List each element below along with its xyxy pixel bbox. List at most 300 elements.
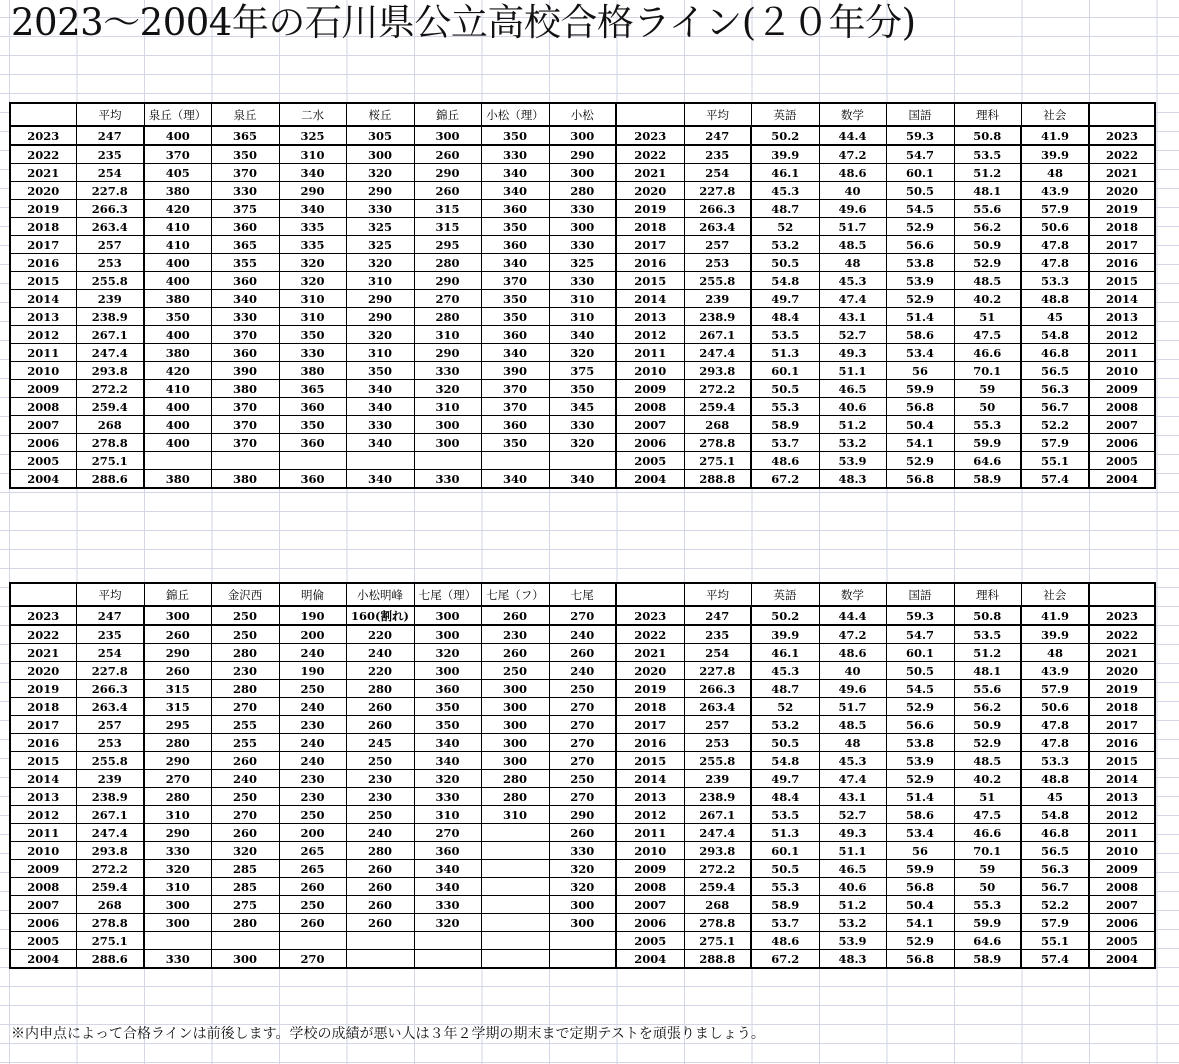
score-cell: 350	[279, 416, 346, 434]
score-cell: 56.5	[1021, 842, 1089, 860]
score-cell: 255	[211, 734, 279, 752]
score-cell: 245	[346, 734, 414, 752]
score-cell: 56.3	[1021, 860, 1089, 878]
table-row	[10, 200, 1155, 218]
page-title: 2023〜2004年の石川県公立高校合格ライン(２０年分)	[11, 1, 916, 44]
score-cell: 48.7	[751, 680, 819, 698]
score-cell: 53.2	[819, 434, 886, 452]
score-cell: 53.7	[751, 914, 819, 932]
table-row	[10, 380, 1155, 398]
score-cell: 43.9	[1021, 662, 1089, 680]
score-cell: 56.2	[954, 218, 1021, 236]
score-cell: 340	[414, 878, 481, 896]
year-cell: 2008	[1089, 878, 1155, 896]
year-cell: 2004	[10, 950, 76, 969]
score-cell: 51.3	[751, 344, 819, 362]
score-cell: 330	[414, 788, 481, 806]
score-cell: 39.9	[751, 145, 819, 164]
score-cell: 350	[481, 126, 549, 145]
score-cell: 44.4	[819, 126, 886, 145]
table-row	[10, 716, 1155, 734]
score-cell: 45.3	[751, 662, 819, 680]
score-cell: 49.3	[819, 824, 886, 842]
score-cell: 300	[549, 914, 616, 932]
score-cell: 330	[414, 896, 481, 914]
score-cell: 53.5	[751, 806, 819, 824]
year-cell: 2013	[10, 308, 76, 326]
year-cell: 2013	[10, 788, 76, 806]
year-cell: 2007	[1089, 896, 1155, 914]
year-cell: 2013	[616, 788, 684, 806]
year-cell: 2008	[10, 398, 76, 416]
score-cell: 60.1	[751, 362, 819, 380]
score-cell: 255.8	[684, 752, 751, 770]
score-cell: 250	[346, 806, 414, 824]
score-cell: 310	[549, 308, 616, 326]
score-cell: 272.2	[76, 860, 144, 878]
score-cell: 55.1	[1021, 932, 1089, 950]
score-cell: 293.8	[684, 842, 751, 860]
score-cell: 370	[481, 272, 549, 290]
score-cell: 48.4	[751, 788, 819, 806]
score-cell: 300	[481, 734, 549, 752]
column-header: 理科	[954, 583, 1021, 606]
score-cell: 280	[211, 644, 279, 662]
score-cell: 49.7	[751, 290, 819, 308]
score-cell: 49.3	[819, 344, 886, 362]
score-cell: 370	[211, 434, 279, 452]
score-cell: 235	[76, 625, 144, 644]
score-cell: 53.3	[1021, 752, 1089, 770]
year-cell: 2012	[616, 806, 684, 824]
score-cell: 54.7	[886, 625, 954, 644]
score-cell: 50.2	[751, 126, 819, 145]
table-row	[10, 606, 1155, 625]
score-cell: 310	[279, 290, 346, 308]
score-cell: 51.2	[954, 644, 1021, 662]
score-cell: 53.7	[751, 434, 819, 452]
score-cell: 310	[414, 398, 481, 416]
score-cell: 59	[954, 860, 1021, 878]
score-cell: 48.8	[1021, 290, 1089, 308]
score-cell: 360	[211, 218, 279, 236]
score-cell: 260	[211, 752, 279, 770]
score-cell: 340	[414, 860, 481, 878]
score-cell: 340	[279, 200, 346, 218]
score-cell: 51	[954, 308, 1021, 326]
score-cell: 375	[549, 362, 616, 380]
column-header	[1089, 583, 1155, 606]
score-cell: 57.9	[1021, 914, 1089, 932]
score-cell: 60.1	[751, 842, 819, 860]
score-cell: 54.5	[886, 200, 954, 218]
score-cell: 290	[414, 272, 481, 290]
score-cell: 260	[549, 644, 616, 662]
score-cell: 310	[279, 145, 346, 164]
score-cell: 235	[684, 625, 751, 644]
score-cell: 360	[481, 200, 549, 218]
year-cell: 2021	[10, 164, 76, 182]
score-cell: 48.4	[751, 308, 819, 326]
year-cell: 2022	[10, 625, 76, 644]
score-cell: 270	[211, 698, 279, 716]
score-cell: 53.5	[954, 625, 1021, 644]
header-row	[10, 583, 1155, 606]
score-cell: 350	[481, 290, 549, 308]
score-cell: 340	[481, 470, 549, 489]
score-cell: 266.3	[76, 680, 144, 698]
score-cell: 250	[279, 680, 346, 698]
column-header: 英語	[751, 103, 819, 126]
score-cell: 300	[144, 896, 211, 914]
table-row	[10, 770, 1155, 788]
year-cell: 2020	[616, 182, 684, 200]
year-cell: 2007	[616, 416, 684, 434]
score-cell	[144, 452, 211, 470]
score-cell: 200	[279, 824, 346, 842]
score-cell: 70.1	[954, 362, 1021, 380]
score-cell: 290	[144, 752, 211, 770]
score-cell: 56.5	[1021, 362, 1089, 380]
score-cell: 260	[279, 914, 346, 932]
score-cell: 230	[346, 770, 414, 788]
score-cell: 52	[751, 218, 819, 236]
score-cell: 320	[346, 254, 414, 272]
score-cell: 47.2	[819, 145, 886, 164]
score-cell: 310	[144, 878, 211, 896]
score-cell: 330	[414, 362, 481, 380]
score-cell: 320	[144, 860, 211, 878]
score-cell	[481, 914, 549, 932]
header-row	[10, 103, 1155, 126]
column-header: 小松明峰	[346, 583, 414, 606]
score-cell: 50.8	[954, 126, 1021, 145]
score-cell: 49.6	[819, 200, 886, 218]
table-row	[10, 398, 1155, 416]
score-cell: 330	[549, 842, 616, 860]
score-cell: 48	[1021, 644, 1089, 662]
year-cell: 2006	[1089, 914, 1155, 932]
score-cell: 315	[144, 698, 211, 716]
score-cell: 253	[76, 734, 144, 752]
score-cell: 240	[279, 644, 346, 662]
score-cell: 54.5	[886, 680, 954, 698]
score-cell: 45.3	[819, 752, 886, 770]
score-cell: 48.3	[819, 470, 886, 489]
year-cell: 2010	[616, 842, 684, 860]
score-cell: 360	[414, 680, 481, 698]
score-cell: 230	[346, 788, 414, 806]
score-cell: 290	[346, 182, 414, 200]
score-cell: 360	[481, 326, 549, 344]
score-cell: 58.9	[954, 950, 1021, 969]
score-cell: 350	[481, 308, 549, 326]
score-cell: 305	[346, 126, 414, 145]
year-cell: 2009	[10, 380, 76, 398]
score-cell: 260	[346, 698, 414, 716]
score-cell: 50.4	[886, 896, 954, 914]
score-cell: 270	[549, 606, 616, 625]
year-cell: 2019	[1089, 200, 1155, 218]
score-cell: 54.7	[886, 145, 954, 164]
score-cell: 48.5	[954, 752, 1021, 770]
score-cell	[346, 932, 414, 950]
year-cell: 2008	[10, 878, 76, 896]
score-cell: 52.9	[886, 698, 954, 716]
score-cell: 48.1	[954, 662, 1021, 680]
score-cell: 56	[886, 362, 954, 380]
year-cell: 2016	[10, 254, 76, 272]
score-cell: 47.8	[1021, 716, 1089, 734]
score-cell: 52.9	[886, 452, 954, 470]
score-cell: 280	[211, 680, 279, 698]
score-cell: 50	[954, 878, 1021, 896]
score-cell: 320	[414, 914, 481, 932]
score-cell: 250	[279, 896, 346, 914]
score-cell: 47.8	[1021, 236, 1089, 254]
score-cell: 51.4	[886, 788, 954, 806]
year-cell: 2018	[1089, 698, 1155, 716]
score-cell: 53.9	[819, 932, 886, 950]
score-cell: 238.9	[684, 788, 751, 806]
score-cell: 250	[549, 770, 616, 788]
year-cell: 2012	[616, 326, 684, 344]
year-cell: 2004	[10, 470, 76, 489]
score-cell: 290	[144, 824, 211, 842]
score-cell: 54.8	[751, 272, 819, 290]
column-header: 小松（理）	[481, 103, 549, 126]
column-header: 明倫	[279, 583, 346, 606]
table-row	[10, 914, 1155, 932]
score-cell: 50.5	[751, 734, 819, 752]
score-cell: 56.8	[886, 470, 954, 489]
score-cell	[414, 950, 481, 969]
column-header: 理科	[954, 103, 1021, 126]
column-header: 七尾	[549, 583, 616, 606]
score-cell: 52	[751, 698, 819, 716]
year-cell: 2020	[616, 662, 684, 680]
score-cell: 300	[414, 625, 481, 644]
score-cell: 55.3	[751, 878, 819, 896]
score-cell: 315	[414, 218, 481, 236]
year-cell: 2016	[1089, 734, 1155, 752]
year-cell: 2017	[1089, 716, 1155, 734]
year-cell: 2005	[616, 452, 684, 470]
score-cell: 290	[346, 290, 414, 308]
score-cell: 58.6	[886, 326, 954, 344]
column-header: 国語	[886, 103, 954, 126]
score-cell: 380	[144, 470, 211, 489]
score-cell: 50.9	[954, 716, 1021, 734]
column-header: 平均	[684, 583, 751, 606]
year-cell: 2018	[1089, 218, 1155, 236]
score-cell: 41.9	[1021, 126, 1089, 145]
table-row	[10, 662, 1155, 680]
score-cell: 270	[144, 770, 211, 788]
year-cell: 2008	[1089, 398, 1155, 416]
score-cell: 320	[346, 326, 414, 344]
score-cell: 50.4	[886, 416, 954, 434]
year-cell: 2007	[616, 896, 684, 914]
score-cell: 340	[346, 398, 414, 416]
column-header: 錦丘	[414, 103, 481, 126]
year-cell: 2017	[616, 236, 684, 254]
score-cell: 48.3	[819, 950, 886, 969]
score-cell: 300	[549, 896, 616, 914]
column-header: 平均	[76, 103, 144, 126]
score-cell: 420	[144, 200, 211, 218]
score-cell: 51.2	[819, 416, 886, 434]
score-cell: 56.7	[1021, 398, 1089, 416]
score-cell: 410	[144, 218, 211, 236]
score-cell: 47.5	[954, 806, 1021, 824]
score-cell: 320	[279, 254, 346, 272]
score-cell: 310	[481, 806, 549, 824]
score-cell: 330	[549, 200, 616, 218]
score-cell: 315	[414, 200, 481, 218]
score-cell: 325	[279, 126, 346, 145]
year-cell: 2018	[10, 218, 76, 236]
score-cell: 52.9	[954, 254, 1021, 272]
score-cell: 350	[481, 218, 549, 236]
score-cell: 270	[549, 788, 616, 806]
score-cell: 330	[279, 344, 346, 362]
score-cell: 67.2	[751, 470, 819, 489]
score-cell: 320	[414, 644, 481, 662]
score-cell: 280	[414, 308, 481, 326]
score-cell: 50.8	[954, 606, 1021, 625]
score-cell: 230	[211, 662, 279, 680]
table-row	[10, 344, 1155, 362]
score-cell: 47.4	[819, 290, 886, 308]
score-cell: 49.6	[819, 680, 886, 698]
score-cell: 54.1	[886, 434, 954, 452]
score-cell: 240	[346, 644, 414, 662]
year-cell: 2004	[1089, 470, 1155, 489]
score-cell: 270	[549, 752, 616, 770]
score-cell: 52.2	[1021, 416, 1089, 434]
score-cell: 250	[549, 680, 616, 698]
score-cell: 46.6	[954, 344, 1021, 362]
year-cell: 2005	[1089, 932, 1155, 950]
score-cell	[481, 842, 549, 860]
score-cell: 51.1	[819, 842, 886, 860]
year-cell: 2015	[616, 752, 684, 770]
score-cell: 288.6	[76, 950, 144, 969]
score-cell: 239	[76, 770, 144, 788]
year-cell: 2007	[1089, 416, 1155, 434]
score-cell: 48	[819, 254, 886, 272]
score-cell: 58.9	[751, 416, 819, 434]
year-cell: 2021	[1089, 164, 1155, 182]
column-header: 数学	[819, 103, 886, 126]
score-cell: 263.4	[76, 218, 144, 236]
score-cell: 330	[144, 842, 211, 860]
score-cell: 340	[481, 254, 549, 272]
score-cell: 320	[549, 344, 616, 362]
score-cell: 370	[481, 380, 549, 398]
year-cell: 2008	[616, 398, 684, 416]
score-cell: 295	[144, 716, 211, 734]
score-cell: 46.5	[819, 860, 886, 878]
score-cell: 200	[279, 625, 346, 644]
score-cell: 50.5	[886, 662, 954, 680]
score-cell: 53.8	[886, 254, 954, 272]
score-cell: 360	[279, 434, 346, 452]
score-cell: 310	[346, 344, 414, 362]
score-cell: 300	[144, 606, 211, 625]
score-cell: 257	[76, 236, 144, 254]
year-cell: 2019	[616, 200, 684, 218]
score-cell: 70.1	[954, 842, 1021, 860]
score-cell: 46.6	[954, 824, 1021, 842]
score-cell: 360	[279, 398, 346, 416]
score-cell: 335	[279, 236, 346, 254]
score-cell: 56.6	[886, 716, 954, 734]
table-row	[10, 950, 1155, 969]
score-cell: 275	[211, 896, 279, 914]
column-header	[616, 583, 684, 606]
score-cell: 270	[414, 824, 481, 842]
score-cell: 53.2	[751, 716, 819, 734]
score-cell: 400	[144, 272, 211, 290]
table-row	[10, 254, 1155, 272]
year-cell: 2015	[1089, 272, 1155, 290]
year-cell: 2006	[616, 914, 684, 932]
score-cell: 360	[279, 470, 346, 489]
score-cell: 45	[1021, 308, 1089, 326]
score-cell: 51.4	[886, 308, 954, 326]
score-cell: 370	[481, 398, 549, 416]
score-cell: 59.3	[886, 606, 954, 625]
score-cell: 50.5	[751, 254, 819, 272]
score-cell: 41.9	[1021, 606, 1089, 625]
score-cell: 320	[414, 380, 481, 398]
score-cell	[481, 860, 549, 878]
column-header: 数学	[819, 583, 886, 606]
year-cell: 2015	[10, 272, 76, 290]
table-row	[10, 734, 1155, 752]
score-cell: 350	[279, 326, 346, 344]
table-row	[10, 362, 1155, 380]
score-cell: 190	[279, 662, 346, 680]
score-cell: 51.7	[819, 698, 886, 716]
score-cell: 300	[414, 434, 481, 452]
score-cell: 48.6	[819, 164, 886, 182]
table-row	[10, 644, 1155, 662]
score-cell: 53.4	[886, 344, 954, 362]
score-cell: 40	[819, 662, 886, 680]
score-cell: 52.7	[819, 806, 886, 824]
year-cell: 2012	[10, 806, 76, 824]
score-cell: 51.3	[751, 824, 819, 842]
score-cell: 247.4	[684, 344, 751, 362]
score-cell: 268	[684, 416, 751, 434]
score-cell: 240	[549, 625, 616, 644]
score-cell: 350	[346, 362, 414, 380]
score-cell: 56.8	[886, 398, 954, 416]
column-header: 社会	[1021, 583, 1089, 606]
year-cell: 2009	[1089, 860, 1155, 878]
column-header	[10, 583, 76, 606]
score-cell: 340	[414, 734, 481, 752]
score-cell: 240	[279, 698, 346, 716]
score-cell: 340	[481, 344, 549, 362]
score-cell: 250	[346, 752, 414, 770]
year-cell: 2022	[616, 625, 684, 644]
score-cell: 48	[1021, 164, 1089, 182]
year-cell: 2011	[1089, 344, 1155, 362]
